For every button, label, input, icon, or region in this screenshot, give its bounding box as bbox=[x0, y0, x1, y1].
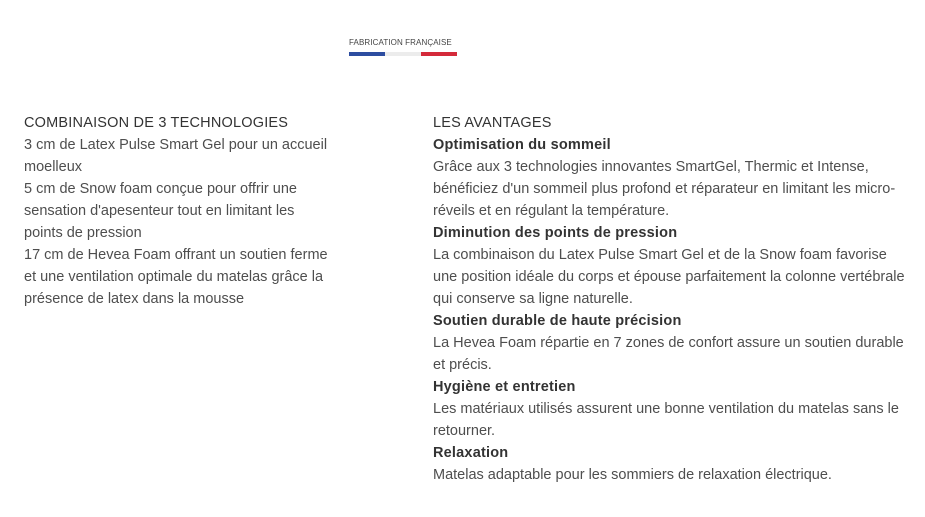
advantage-title: Relaxation bbox=[433, 445, 509, 461]
advantage-text: Les matériaux utilisés assurent une bonne ventilation du matelas sans le retourner. bbox=[433, 401, 899, 439]
advantage-title: Hygiène et entretien bbox=[433, 379, 576, 395]
flag-red-stripe bbox=[421, 52, 457, 56]
made-in-france-badge bbox=[349, 38, 457, 56]
technologies-column bbox=[24, 112, 334, 310]
advantage-title: Soutien durable de haute précision bbox=[433, 313, 682, 329]
technologies-heading: COMBINAISON DE 3 TECHNOLOGIES bbox=[24, 115, 289, 131]
advantage-text: Matelas adaptable pour les sommiers de relaxation électrique. bbox=[433, 467, 832, 483]
advantage-title: Optimisation du sommeil bbox=[433, 137, 611, 153]
french-flag-icon bbox=[349, 52, 457, 56]
badge-label: FABRICATION FRANÇAISE bbox=[349, 38, 452, 47]
advantage-text: Grâce aux 3 technologies innovantes SmartGel, Thermic et Intense, bénéficiez d'un sommeil plus profond et réparateur en limitant les micro-réveils et en régulant la température. bbox=[433, 159, 896, 219]
technology-paragraph: 17 cm de Hevea Foam offrant un soutien ferme et une ventilation optimale du matelas grâce la présence de latex dans la mousse bbox=[24, 247, 328, 307]
advantage-text: La Hevea Foam répartie en 7 zones de confort assure un soutien durable et précis. bbox=[433, 335, 904, 373]
advantages-column bbox=[433, 112, 908, 486]
flag-blue-stripe bbox=[349, 52, 385, 56]
technology-paragraph: 5 cm de Snow foam conçue pour offrir une sensation d'apesenteur tout en limitant les points de pression bbox=[24, 181, 297, 241]
advantages-heading: LES AVANTAGES bbox=[433, 115, 552, 131]
technology-paragraph: 3 cm de Latex Pulse Smart Gel pour un accueil moelleux bbox=[24, 137, 328, 175]
flag-white-stripe bbox=[385, 52, 421, 56]
advantage-text: La combinaison du Latex Pulse Smart Gel et de la Snow foam favorise une position idéale du corps et épouse parfaitement la colonne vertébrale qui conserve sa ligne naturelle. bbox=[433, 247, 905, 307]
advantage-title: Diminution des points de pression bbox=[433, 225, 678, 241]
